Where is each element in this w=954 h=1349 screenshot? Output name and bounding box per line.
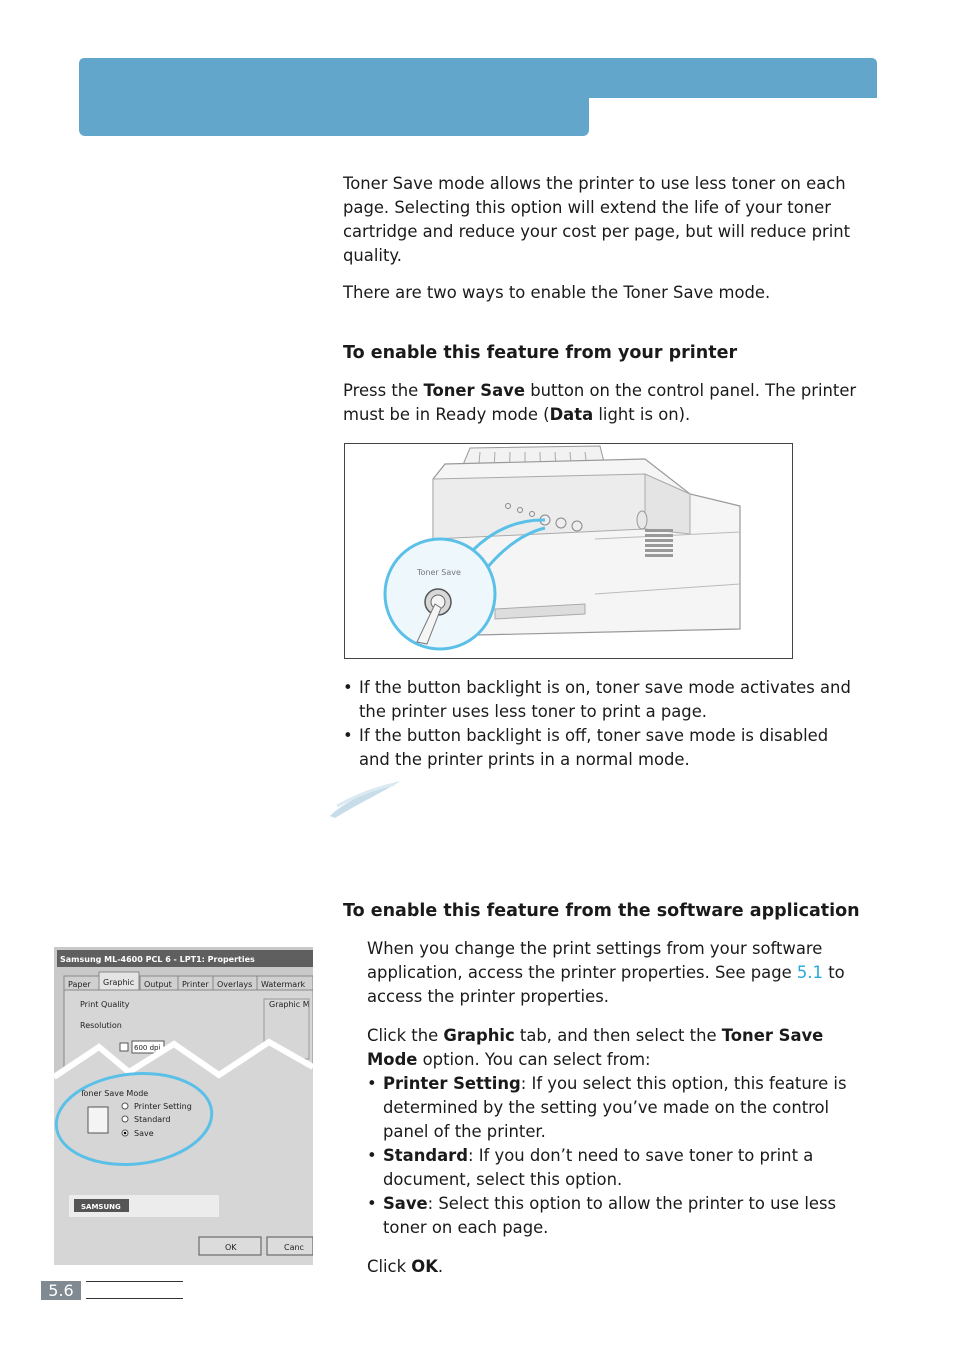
dialog-title: Samsung ML-4600 PCL 6 - LPT1: Properties	[60, 955, 255, 964]
option-save: Save	[134, 1129, 154, 1138]
samsung-logo: SAMSUNG	[81, 1203, 121, 1211]
divider	[86, 1298, 183, 1299]
header-tab	[79, 90, 589, 136]
tab-watermark: Watermark	[261, 980, 306, 989]
page-link[interactable]: 5.1	[796, 963, 823, 982]
printer-section-heading: To enable this feature from your printer	[343, 343, 738, 363]
tab-output: Output	[144, 980, 172, 989]
option-standard: Standard	[134, 1115, 171, 1124]
intro-line: quality.	[343, 246, 402, 265]
list-item: • Printer Setting: If you select this option, this feature is determined by the setting you’ve made on the control panel of the printer.	[367, 1074, 847, 1141]
software-section-heading: To enable this feature from the software application	[343, 901, 860, 921]
click-ok-text: Click OK.	[367, 1257, 444, 1276]
properties-dialog-screenshot	[54, 947, 313, 1265]
tab-printer: Printer	[182, 980, 209, 989]
dialog-drawing	[54, 947, 313, 1265]
list-item: • If the button backlight is off, toner save mode is disabled and the printer prints in a normal mode.	[343, 726, 829, 769]
intro-line: Toner Save mode allows the printer to use less toner on each	[343, 174, 846, 193]
tab-graphic: Graphic	[103, 978, 135, 987]
page-number: 5.6	[41, 1281, 81, 1300]
toner-save-label: Toner Save	[417, 568, 461, 577]
two-ways-text: There are two ways to enable the Toner Save mode.	[343, 283, 771, 302]
printer-drawing	[345, 444, 793, 659]
list-item: • Save: Select this option to allow the printer to use less toner on each page.	[367, 1194, 837, 1237]
resolution-label: Resolution	[80, 1021, 122, 1030]
cancel-button: Canc	[284, 1243, 304, 1252]
graphic-mode-label: Graphic M	[269, 1000, 310, 1009]
intro-paragraph	[343, 172, 850, 268]
ok-button: OK	[225, 1243, 237, 1252]
print-quality-label: Print Quality	[80, 1000, 130, 1009]
software-paragraph-2: Click the Graphic tab, and then select the Toner Save Mode option. You can select from:	[367, 1026, 824, 1069]
list-item: • Standard: If you don’t need to save toner to print a document, select this option.	[367, 1146, 814, 1189]
tab-paper: Paper	[68, 980, 91, 989]
press-paragraph: Press the Toner Save button on the control panel. The printer must be in Ready mode (Data light is on).	[343, 381, 857, 424]
tab-overlays: Overlays	[217, 980, 253, 989]
intro-line: cartridge and reduce your cost per page, but will reduce print	[343, 222, 851, 241]
resolution-value: 600 dpi	[134, 1044, 161, 1052]
brush-stroke-icon	[325, 776, 405, 821]
software-paragraph-1: When you change the print settings from your software application, access the printer properties. See page 5.1 to access the printer properties.	[367, 939, 845, 1006]
intro-line: page. Selecting this option will extend the life of your toner	[343, 198, 831, 217]
divider	[86, 1281, 183, 1282]
option-printer-setting: Printer Setting	[134, 1102, 192, 1111]
toner-save-mode-label: Toner Save Mode	[80, 1089, 149, 1098]
list-item: • If the button backlight is on, toner save mode activates and the printer uses less toner to print a page.	[343, 678, 851, 721]
printer-illustration	[344, 443, 793, 659]
